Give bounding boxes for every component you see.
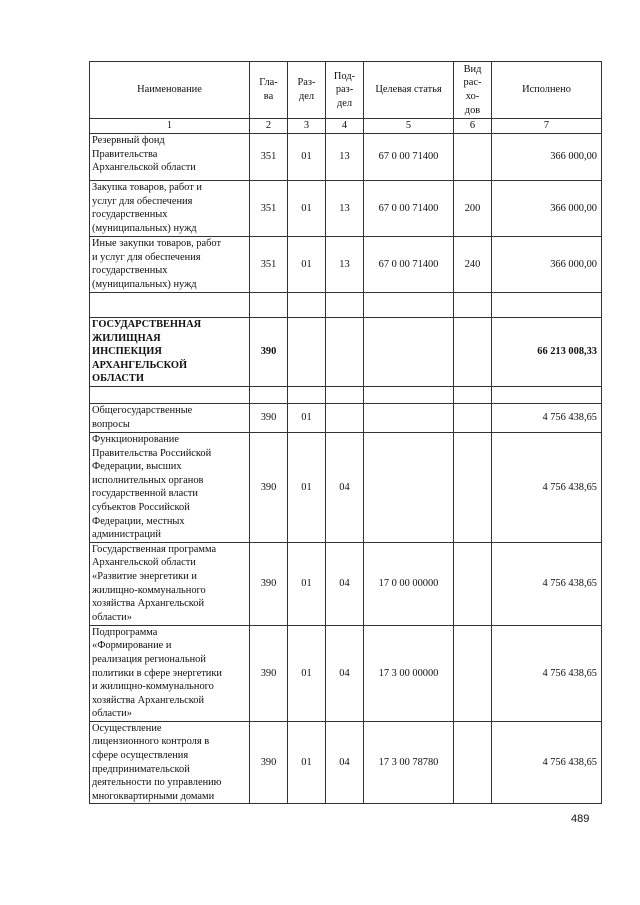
row-target-cell: 17 3 00 00000 bbox=[364, 625, 454, 721]
row-name-cell: ГОСУДАРСТВЕННАЯ ЖИЛИЩНАЯ ИНСПЕКЦИЯ АРХАНГЕЛЬСКОЙ ОБЛАСТИ bbox=[90, 318, 250, 387]
row-vid-cell bbox=[454, 318, 492, 387]
row-name-cell: Государственная программа Архангельской области «Развитие энергетики и жилищно-коммунального хозяйства Архангельской области» bbox=[90, 542, 250, 625]
row-podrazdel-cell: 13 bbox=[326, 237, 364, 293]
row-podrazdel-cell: 04 bbox=[326, 625, 364, 721]
row-vid-cell bbox=[454, 403, 492, 432]
row-amount-cell: 366 000,00 bbox=[492, 134, 602, 181]
row-podrazdel-cell: 04 bbox=[326, 432, 364, 542]
row-glava-cell: 351 bbox=[250, 181, 288, 237]
row-razdel-cell: 01 bbox=[288, 134, 326, 181]
header-name: Наименование bbox=[90, 62, 250, 119]
row-glava-cell: 390 bbox=[250, 721, 288, 804]
row-razdel-cell: 01 bbox=[288, 181, 326, 237]
row-target-cell bbox=[364, 432, 454, 542]
row-podrazdel-cell bbox=[326, 403, 364, 432]
header-glava: Гла- ва bbox=[250, 62, 288, 119]
row-target-cell: 67 0 00 71400 bbox=[364, 134, 454, 181]
table-row bbox=[90, 403, 602, 432]
row-razdel-cell: 01 bbox=[288, 237, 326, 293]
row-podrazdel-cell bbox=[326, 293, 364, 318]
table-row bbox=[90, 318, 602, 387]
row-podrazdel-cell bbox=[326, 318, 364, 387]
row-razdel-cell: 01 bbox=[288, 625, 326, 721]
row-target-cell bbox=[364, 386, 454, 403]
table-row bbox=[90, 293, 602, 318]
row-glava-cell: 390 bbox=[250, 318, 288, 387]
col-number: 6 bbox=[454, 119, 492, 134]
row-razdel-cell: 01 bbox=[288, 721, 326, 804]
column-number-row bbox=[90, 119, 602, 134]
row-vid-cell bbox=[454, 386, 492, 403]
row-amount-cell: 4 756 438,65 bbox=[492, 721, 602, 804]
row-name-cell: Общегосударственные вопросы bbox=[90, 403, 250, 432]
row-name-cell: Функционирование Правительства Российской Федерации, высших исполнительных органов государственной власти субъектов Российской Федерации, местных администраций bbox=[90, 432, 250, 542]
row-amount-cell: 366 000,00 bbox=[492, 181, 602, 237]
table-row bbox=[90, 386, 602, 403]
table-row bbox=[90, 432, 602, 542]
col-number: 3 bbox=[288, 119, 326, 134]
budget-table-container bbox=[89, 61, 602, 804]
row-podrazdel-cell: 04 bbox=[326, 542, 364, 625]
row-amount-cell: 4 756 438,65 bbox=[492, 432, 602, 542]
row-name-cell bbox=[90, 293, 250, 318]
table-row bbox=[90, 542, 602, 625]
col-number: 7 bbox=[492, 119, 602, 134]
col-number: 5 bbox=[364, 119, 454, 134]
header-vid: Вид рас- хо- дов bbox=[454, 62, 492, 119]
row-podrazdel-cell bbox=[326, 386, 364, 403]
row-vid-cell bbox=[454, 721, 492, 804]
row-amount-cell: 4 756 438,65 bbox=[492, 403, 602, 432]
row-vid-cell bbox=[454, 432, 492, 542]
row-podrazdel-cell: 13 bbox=[326, 134, 364, 181]
row-razdel-cell: 01 bbox=[288, 432, 326, 542]
row-amount-cell: 4 756 438,65 bbox=[492, 625, 602, 721]
col-number: 2 bbox=[250, 119, 288, 134]
row-amount-cell: 366 000,00 bbox=[492, 237, 602, 293]
row-razdel-cell bbox=[288, 318, 326, 387]
row-target-cell: 17 0 00 00000 bbox=[364, 542, 454, 625]
row-target-cell: 67 0 00 71400 bbox=[364, 237, 454, 293]
row-vid-cell bbox=[454, 134, 492, 181]
row-name-cell bbox=[90, 386, 250, 403]
row-vid-cell: 200 bbox=[454, 181, 492, 237]
header-target: Целевая статья bbox=[364, 62, 454, 119]
row-podrazdel-cell: 13 bbox=[326, 181, 364, 237]
row-podrazdel-cell: 04 bbox=[326, 721, 364, 804]
col-number: 4 bbox=[326, 119, 364, 134]
row-glava-cell bbox=[250, 386, 288, 403]
row-target-cell: 17 3 00 78780 bbox=[364, 721, 454, 804]
col-number: 1 bbox=[90, 119, 250, 134]
row-amount-cell: 4 756 438,65 bbox=[492, 542, 602, 625]
row-name-cell: Резервный фонд Правительства Архангельской области bbox=[90, 134, 250, 181]
row-amount-cell bbox=[492, 293, 602, 318]
table-body bbox=[90, 134, 602, 804]
table-row bbox=[90, 721, 602, 804]
header-razdel: Раз- дел bbox=[288, 62, 326, 119]
row-razdel-cell bbox=[288, 293, 326, 318]
row-target-cell: 67 0 00 71400 bbox=[364, 181, 454, 237]
row-target-cell bbox=[364, 318, 454, 387]
row-glava-cell: 390 bbox=[250, 432, 288, 542]
row-glava-cell bbox=[250, 293, 288, 318]
row-glava-cell: 351 bbox=[250, 134, 288, 181]
row-razdel-cell: 01 bbox=[288, 542, 326, 625]
row-name-cell: Иные закупки товаров, работ и услуг для обеспечения государственных (муниципальных) нужд bbox=[90, 237, 250, 293]
table-row bbox=[90, 625, 602, 721]
row-name-cell: Закупка товаров, работ и услуг для обеспечения государственных (муниципальных) нужд bbox=[90, 181, 250, 237]
row-target-cell bbox=[364, 403, 454, 432]
table-row bbox=[90, 181, 602, 237]
table-row bbox=[90, 237, 602, 293]
row-glava-cell: 351 bbox=[250, 237, 288, 293]
row-name-cell: Подпрограмма «Формирование и реализация региональной политики в сфере энергетики и жилищно-коммунального хозяйства Архангельской области» bbox=[90, 625, 250, 721]
page-number: 489 bbox=[571, 813, 590, 825]
row-vid-cell bbox=[454, 625, 492, 721]
row-glava-cell: 390 bbox=[250, 542, 288, 625]
row-glava-cell: 390 bbox=[250, 403, 288, 432]
row-vid-cell: 240 bbox=[454, 237, 492, 293]
row-vid-cell bbox=[454, 293, 492, 318]
row-target-cell bbox=[364, 293, 454, 318]
row-amount-cell: 66 213 008,33 bbox=[492, 318, 602, 387]
header-podrazdel: Под- раз- дел bbox=[326, 62, 364, 119]
table-row bbox=[90, 134, 602, 181]
row-glava-cell: 390 bbox=[250, 625, 288, 721]
row-vid-cell bbox=[454, 542, 492, 625]
budget-table bbox=[89, 61, 602, 804]
row-razdel-cell: 01 bbox=[288, 403, 326, 432]
row-name-cell: Осуществление лицензионного контроля в сфере осуществления предпринимательской деятельности по управлению многоквартирными домами bbox=[90, 721, 250, 804]
row-amount-cell bbox=[492, 386, 602, 403]
header-row bbox=[90, 62, 602, 119]
row-razdel-cell bbox=[288, 386, 326, 403]
header-done: Исполнено bbox=[492, 62, 602, 119]
